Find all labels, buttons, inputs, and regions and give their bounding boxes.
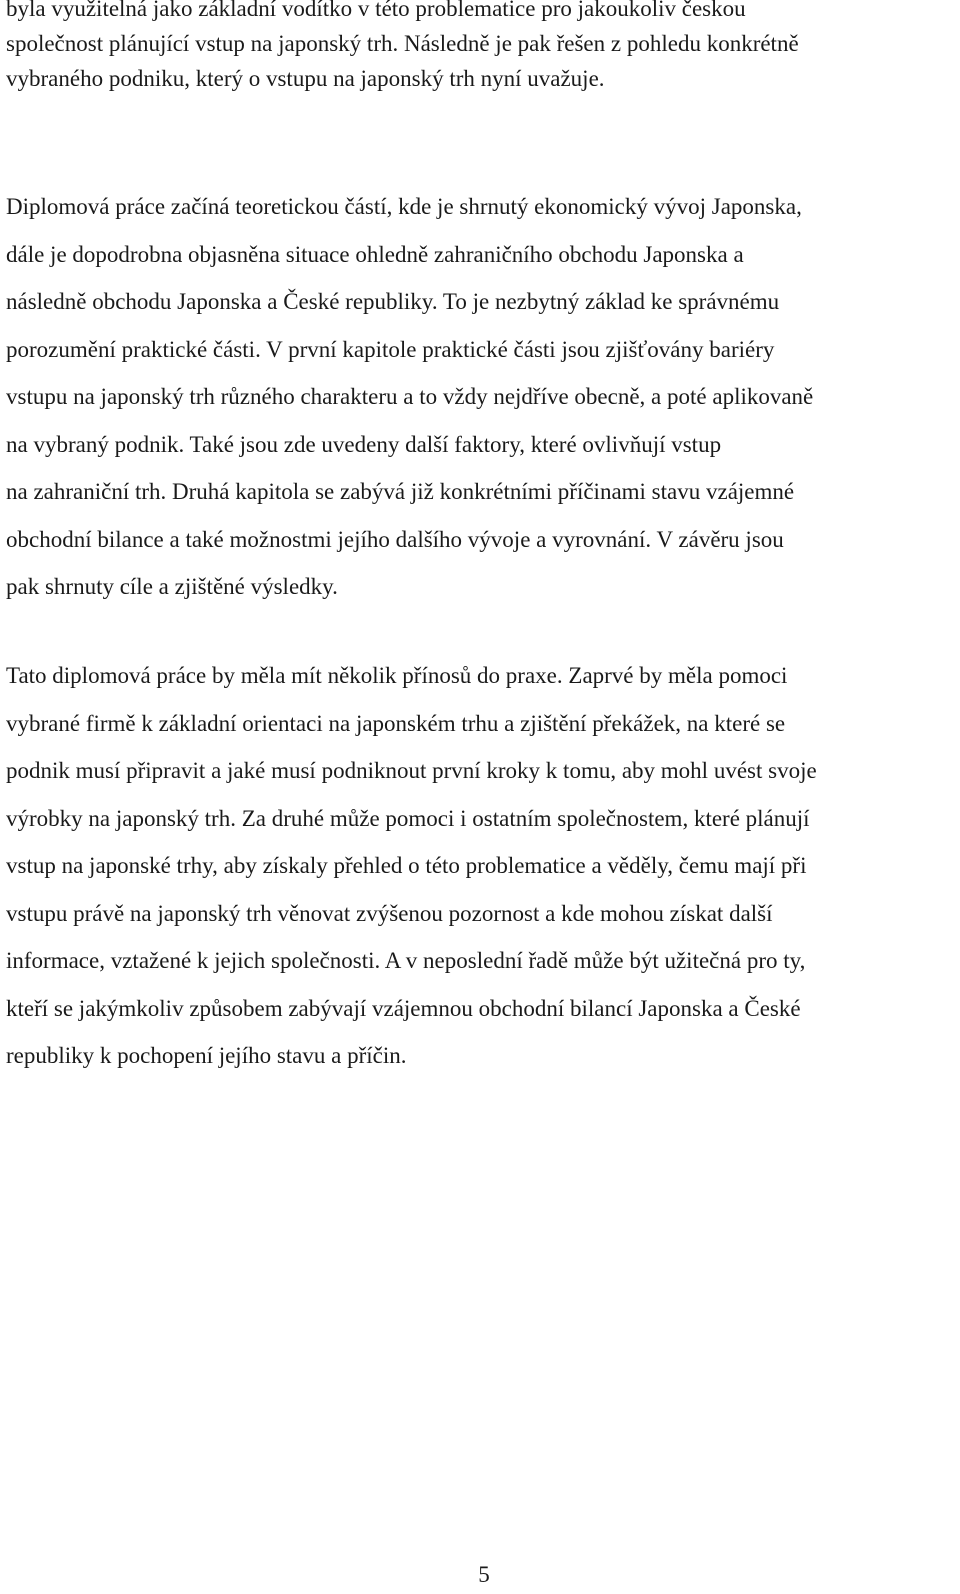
text-line: byla využitelná jako základní vodítko v této problematice pro jakoukoliv českou (6, 0, 746, 21)
text-line: pak shrnuty cíle a zjištěné výsledky. (6, 574, 338, 599)
text-line: vybraného podniku, který o vstupu na japonský trh nyní uvažuje. (6, 66, 605, 91)
paragraph-thesis-structure (6, 183, 950, 611)
text-line: porozumění praktické části. V první kapitole praktické části jsou zjišťovány bariéry (6, 336, 775, 362)
text-line: podnik musí připravit a jaké musí podniknout první kroky k tomu, aby mohl uvést svoje (6, 758, 817, 783)
page-number: 5 (478, 1562, 490, 1587)
text-line: vstupu právě na japonský trh věnovat zvýšenou pozornost a kde mohou získat další (6, 900, 773, 926)
text-line: na zahraniční trh. Druhá kapitola se zabývá již konkrétními příčinami stavu vzájemné (6, 479, 795, 504)
text-line: následně obchodu Japonska a České republiky. To je nezbytný základ ke správnému (6, 289, 780, 314)
text-line: vybrané firmě k základní orientaci na japonském trhu a zjištění překážek, na které se (6, 710, 786, 736)
text-line: Tato diplomová práce by měla mít několik přínosů do praxe. Zaprvé by měla pomoci (6, 663, 788, 688)
text-line: výrobky na japonský trh. Za druhé může pomoci i ostatním společnostem, které plánují (6, 805, 810, 831)
text-line: kteří se jakýmkoliv způsobem zabývají vzájemnou obchodní bilancí Japonska a České (6, 995, 801, 1021)
text-line: vstup na japonské trhy, aby získaly přehled o této problematice a věděly, čemu mají při (6, 853, 807, 878)
paragraph-intro-continuation (6, 0, 950, 96)
text-line: informace, vztažené k jejich společnosti. A v neposlední řadě může být užitečná pro ty, (6, 948, 806, 973)
paragraph-thesis-benefits (6, 652, 950, 1080)
text-line: společnost plánující vstup na japonský trh. Následně je pak řešen z pohledu konkrétně (6, 31, 799, 56)
text-line: obchodní bilance a také možnostmi jejího dalšího vývoje a vyrovnání. V závěru jsou (6, 526, 784, 552)
text-line: republiky k pochopení jejího stavu a příčin. (6, 1043, 407, 1068)
text-line: vstupu na japonský trh různého charakteru a to vždy nejdříve obecně, a poté aplikovaně (6, 384, 814, 409)
text-line: Diplomová práce začíná teoretickou částí, kde je shrnutý ekonomický vývoj Japonska, (6, 194, 802, 219)
text-line: na vybraný podnik. Také jsou zde uvedeny další faktory, které ovlivňují vstup (6, 431, 722, 457)
text-line: dále je dopodrobna objasněna situace ohledně zahraničního obchodu Japonska a (6, 241, 744, 267)
